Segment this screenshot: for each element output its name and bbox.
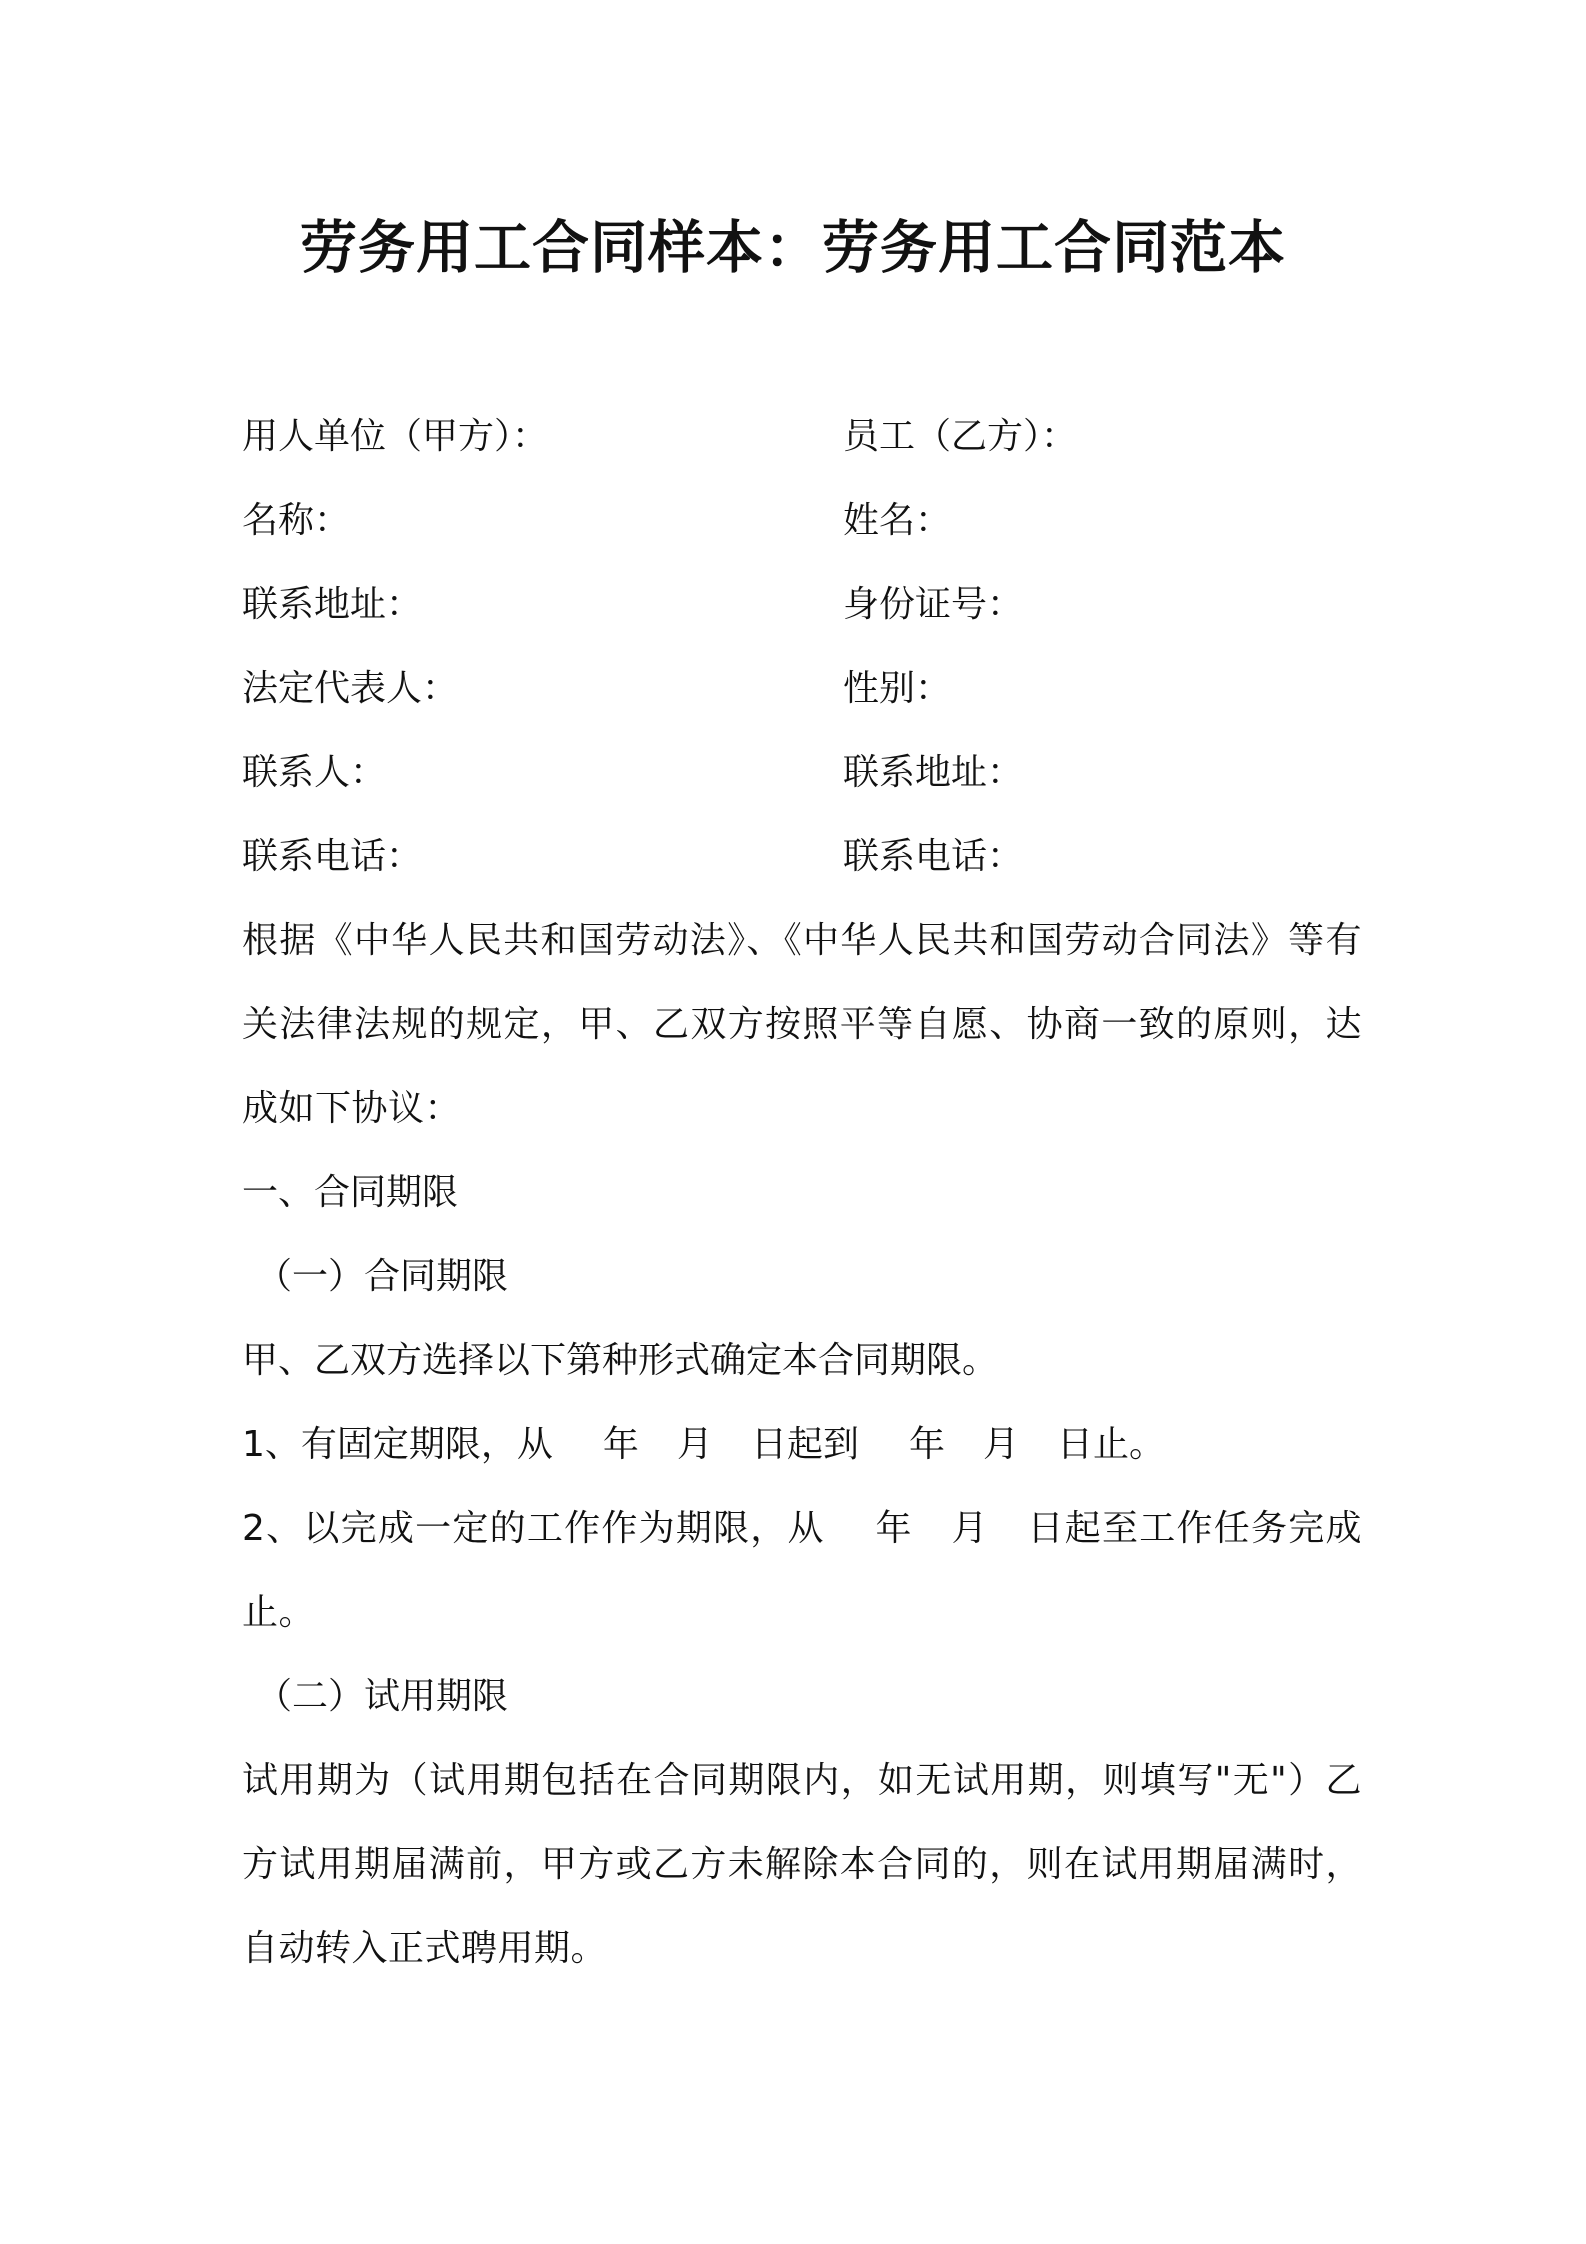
employee-label: 员工（乙方）： (843, 416, 1078, 457)
task-term-prefix: 2、以完成一定的工作作为期限，从 (242, 1508, 825, 1549)
party-row (242, 563, 1362, 647)
party-row (242, 647, 1362, 731)
preamble-paragraph: 根据《中华人民共和国劳动法》、《中华人民共和国劳动合同法》等有关法律法规的规定，甲、乙双方按照平等自愿、协商一致的原则，达成如下协议： (242, 920, 1362, 1129)
employer-phone-field: 联系电话： (242, 836, 423, 877)
employer-name-field: 名称： (242, 500, 351, 541)
employer-address-field: 联系地址： (242, 584, 423, 625)
section-heading: 一、合同期限 (242, 1172, 459, 1213)
end-day-label: 日止。 (1056, 1424, 1165, 1465)
employee-name-field: 姓名： (843, 500, 952, 541)
task-start-month-label: 月 (950, 1508, 989, 1549)
employee-gender-field: 性别： (843, 668, 952, 709)
employer-label: 用人单位（甲方）： (242, 416, 549, 457)
probation-paragraph: 试用期为（试用期包括在合同期限内，如无试用期，则填写"无"）乙方试用期届满前，甲方或乙方未解除本合同的，则在试用期届满时，自动转入正式聘用期。 (242, 1760, 1362, 1969)
party-row (242, 731, 1362, 815)
employer-contact-field: 联系人： (242, 752, 387, 793)
document-body (242, 395, 1362, 1991)
fixed-term-prefix: 1、有固定期限，从 (242, 1424, 553, 1465)
employee-id-field: 身份证号： (843, 584, 1024, 625)
party-row (242, 815, 1362, 899)
party-row (242, 395, 1362, 479)
end-year-label: 年 (908, 1424, 945, 1465)
start-month-label: 月 (676, 1424, 713, 1465)
term-choice-text: 甲、乙双方选择以下第种形式确定本合同期限。 (242, 1340, 999, 1381)
task-start-year-label: 年 (874, 1508, 913, 1549)
subsection-heading: （二）试用期限 (256, 1676, 509, 1717)
party-row (242, 479, 1362, 563)
employee-address-field: 联系地址： (843, 752, 1024, 793)
start-year-label: 年 (602, 1424, 639, 1465)
task-term-suffix: 日起至工作任务完成止。 (242, 1508, 1362, 1633)
employee-phone-field: 联系电话： (843, 836, 1024, 877)
employer-legal-rep-field: 法定代表人： (242, 668, 459, 709)
document-title: 劳务用工合同样本：劳务用工合同范本 (300, 215, 1286, 281)
subsection-heading: （一）合同期限 (256, 1256, 509, 1297)
task-term-item (242, 1487, 1362, 1655)
end-month-label: 月 (982, 1424, 1019, 1465)
start-day-label: 日起到 (750, 1424, 859, 1465)
fixed-term-item (242, 1403, 1362, 1487)
